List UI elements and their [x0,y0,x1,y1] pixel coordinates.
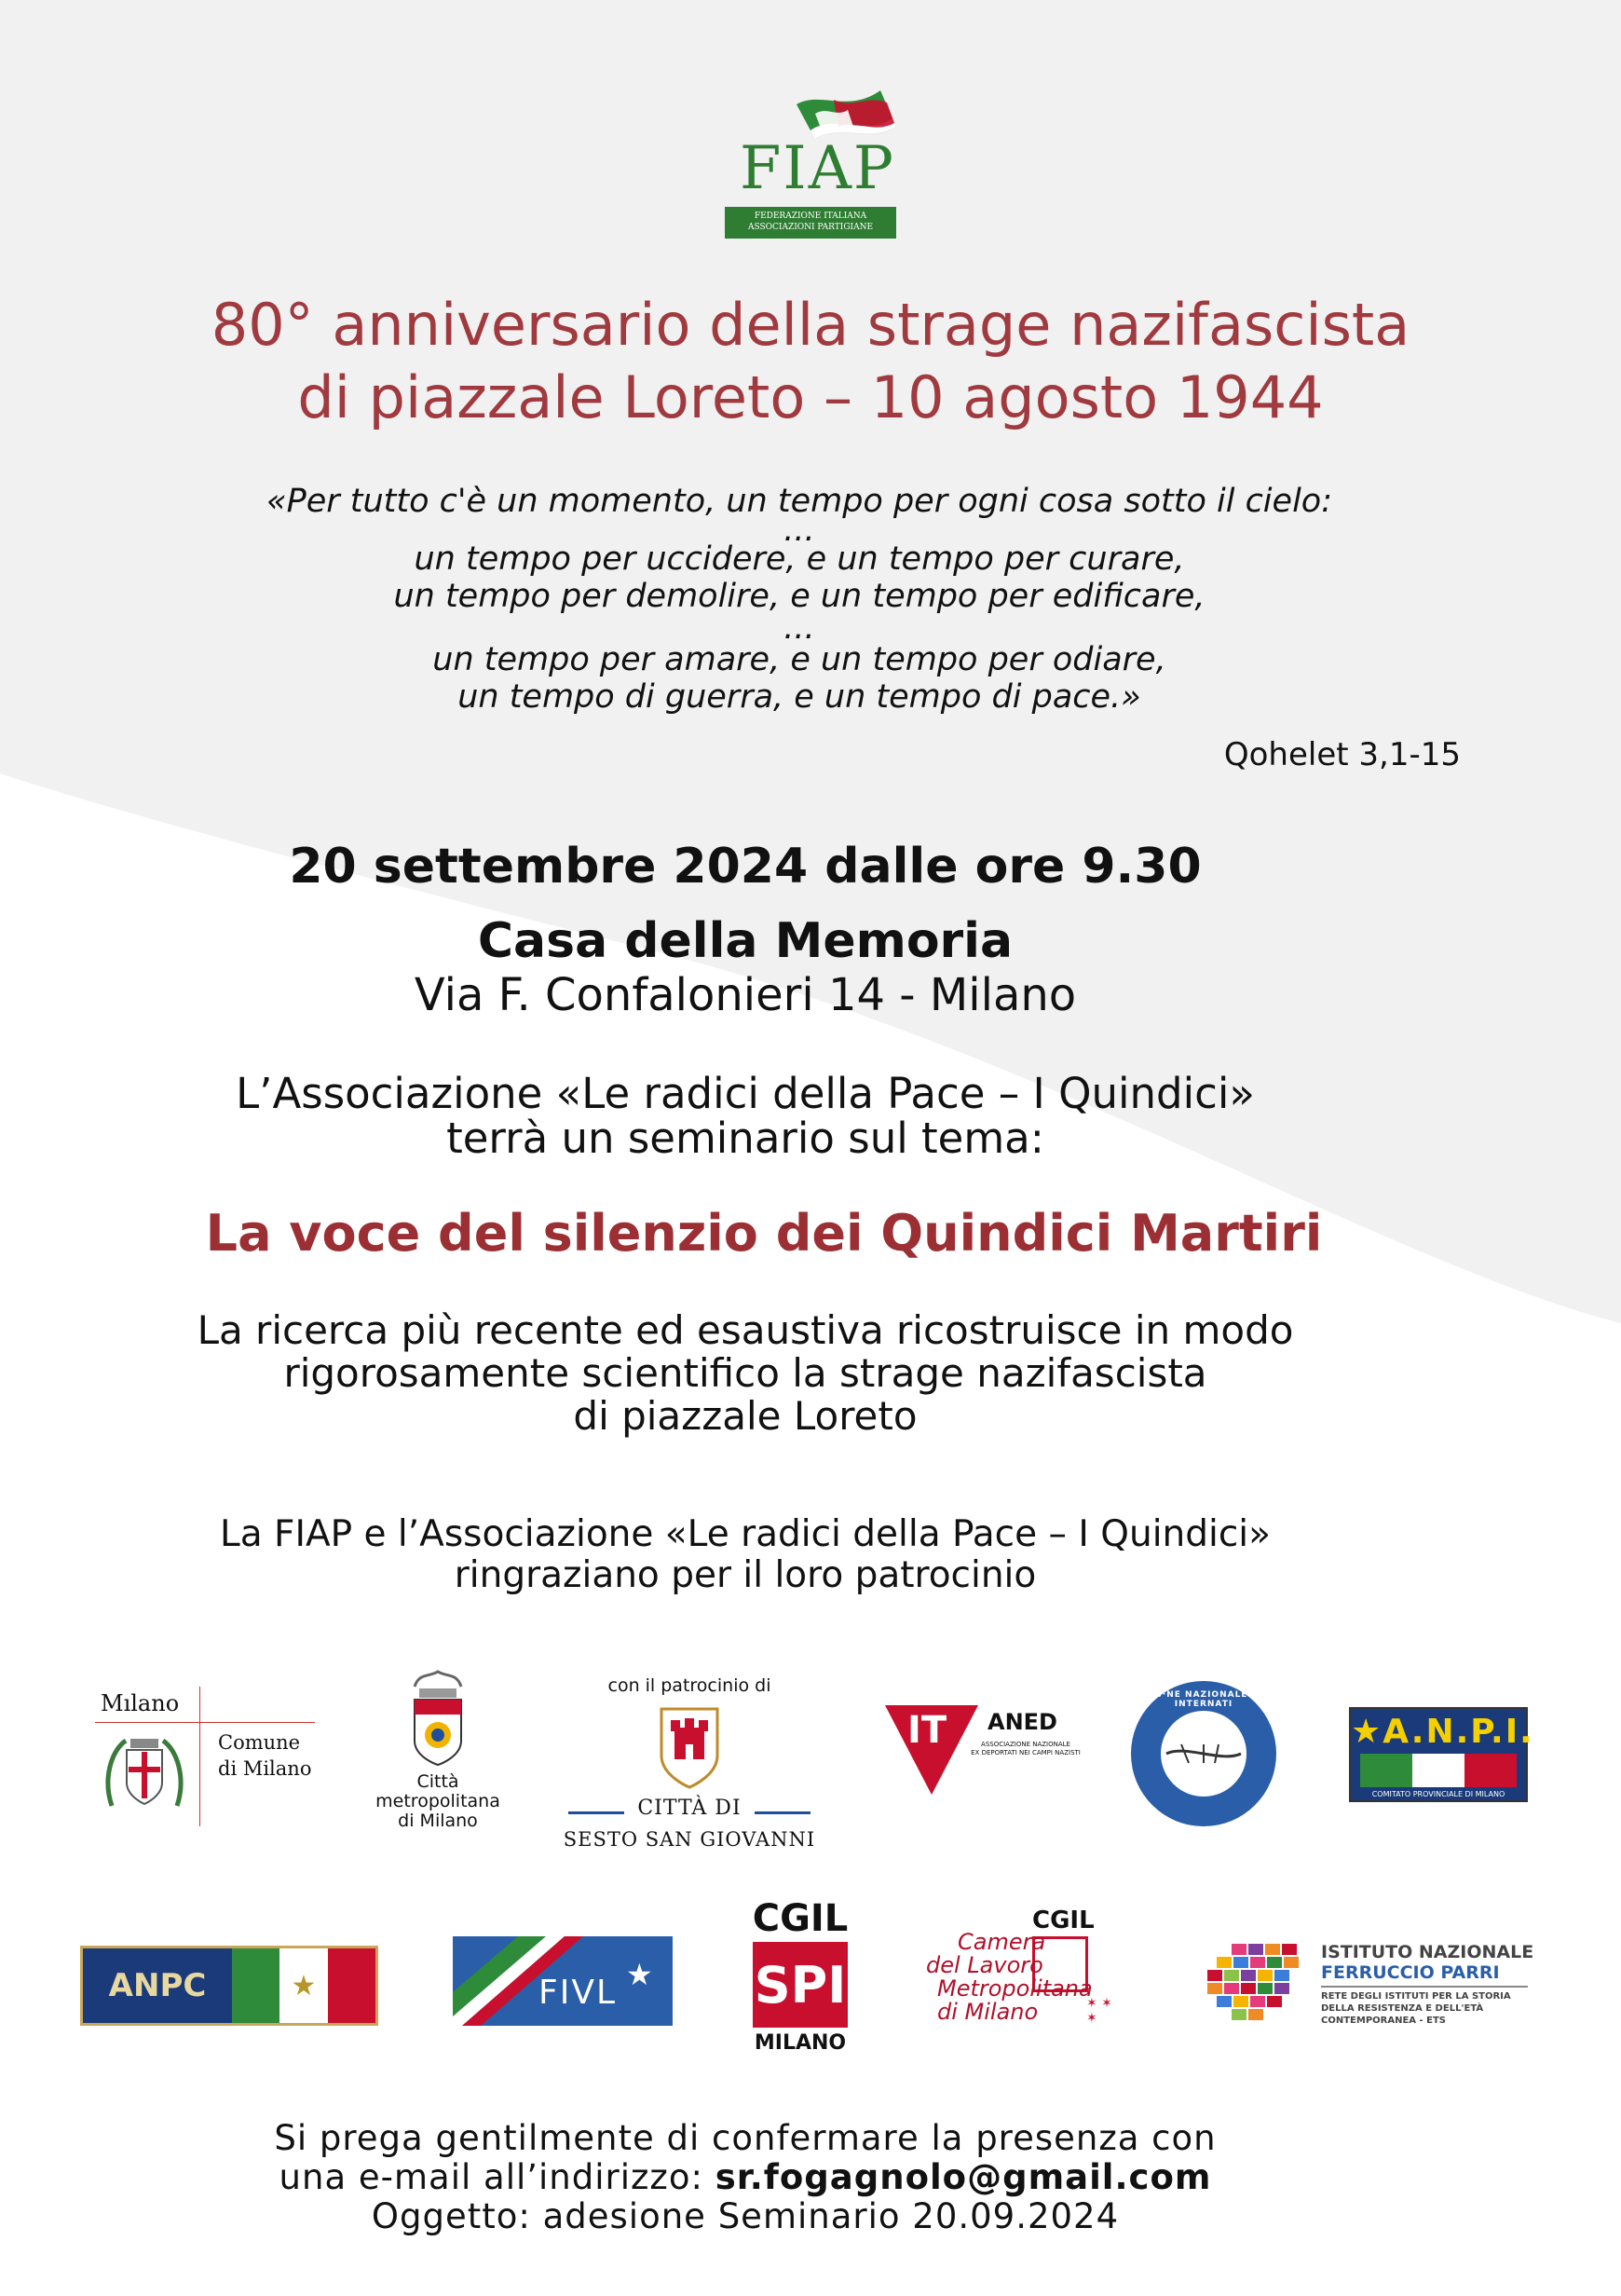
fivl-name: FIVL [538,1974,618,2012]
anpi-sub: COMITATO PROVINCIALE DI MILANO [1371,1790,1505,1798]
parri-line-5: CONTEMPORANEA - ETS [1321,2016,1446,2026]
anpc-name: ANPC [83,1948,232,2023]
citta-metropolitana-logo [363,1668,512,1845]
footer-line-3: Oggetto: adesione Seminario 20.09.2024 [371,2196,1120,2236]
seminar-desc-line-1: La ricerca più recente ed esaustiva ricostruisce in modo [197,1307,1294,1353]
milano-comune-line-2: di Milano [218,1757,312,1780]
camera-text [922,1931,1093,2024]
aned-sub [956,1741,1096,1757]
citta-metro-line-2: metropolitana [375,1791,500,1811]
seminar-description [0,1309,1556,1438]
camera-line-2: del Lavoro [926,1952,1043,1978]
milano-comune-text [218,1729,311,1782]
camera-line-4: di Milano [937,1999,1039,2025]
camera-cgil: CGIL [1032,1906,1095,1934]
citta-metro-text [363,1772,512,1831]
page-title [0,289,1621,434]
parri-mosaic-icon [1204,1938,1306,2028]
sesto-divider-right [755,1811,810,1814]
spi-name: SPI [754,1955,847,2015]
anpc-flag-green [232,1948,279,2023]
camera-lavoro-logo [922,1906,1118,2065]
seminar-intro-line-2: terrà un seminario sul tema: [446,1114,1044,1163]
aned-name: ANED [988,1709,1057,1735]
title-line-2: di piazzale Loreto – 10 agosto 1944 [297,363,1324,431]
cgil-spi-logo [749,1899,851,2067]
milano-logo-top: Mılano [101,1690,180,1716]
anpi-flag-white [1412,1754,1464,1787]
aned-sub-line-2: EX DEPORTATI NEI CAMPI NAZISTI [971,1749,1081,1756]
sesto-line-2: SESTO SAN GIOVANNI [563,1828,816,1851]
seminar-desc-line-3: di piazzale Loreto [573,1393,918,1439]
parri-line-4: DELLA RESISTENZA E DELL'ETÀ [1321,2003,1484,2014]
aned-logo [885,1705,1090,1798]
event-venue: Casa della Memoria [477,913,1014,969]
rsvp-footer [0,2119,1556,2236]
quote-line: un tempo per amare, e un tempo per odiare, [432,641,1166,678]
milano-comune-line-1: Comune [218,1731,301,1754]
event-address: Via F. Confalonieri 14 - Milano [414,969,1077,1021]
anpi-flag-red [1464,1754,1517,1787]
seminar-topic: La voce del silenzio dei Quindici Martiri [205,1204,1323,1263]
camera-line-3: Metropolitana [937,1975,1093,2002]
star-icon: ★ [291,1969,317,2002]
sesto-patrocinio-text: con il patrocinio di [607,1675,771,1696]
seminar-intro [0,1069,1556,1163]
citta-metropolitana-crest-icon [396,1668,480,1770]
star-icon: ★ [626,1957,653,1992]
footer-line-1: Si prega gentilmente di confermare la presenza con [274,2118,1217,2158]
footer-line-2 [0,2158,1556,2197]
patronage-thanks [0,1514,1556,1596]
parri-line-3: RETE DEGLI ISTITUTI PER LA STORIA [1321,1991,1511,2002]
citta-metro-line-1: Città [416,1771,459,1792]
milano-logo-hline [95,1722,315,1723]
parri-line-2: FERRUCCIO PARRI [1321,1962,1500,1983]
milano-logo-divider [199,1687,200,1826]
aned-sub-line-1: ASSOCIAZIONE NAZIONALE [981,1741,1070,1748]
quote-line: ... [783,609,815,647]
parri-text [1321,1942,1533,2027]
anpc-flag-white [279,1948,327,2023]
anpi-logo [1349,1707,1534,1802]
sesto-san-giovanni-logo [559,1675,820,1852]
footer-line-2-prefix: una e-mail all’indirizzo: [279,2157,715,2197]
camera-line-1: Camera [958,1929,1046,1955]
quote-block [0,483,1610,716]
anpi-name: ★A.N.P.I. [1351,1713,1534,1751]
fiap-caption-line-1: FEDERAZIONE ITALIANA [754,212,867,221]
anpc-logo [80,1946,378,2026]
milano-crest-icon [102,1731,186,1815]
anpc-flag-red [328,1948,375,2023]
sesto-lines-row [559,1797,820,1828]
anei-logo [1129,1679,1278,1828]
thanks-line-2: ringraziano per il loro patrocinio [454,1554,1037,1596]
sesto-divider-left [568,1811,624,1814]
spi-block [753,1942,848,2028]
quote-line: un tempo di guerra, e un tempo di pace.» [457,678,1141,716]
spi-city: MILANO [754,2031,847,2055]
seminar-desc-line-2: rigorosamente scientifico la strage nazifascista [283,1350,1207,1396]
istituto-parri-logo [1204,1938,1539,2041]
parri-line-1: ISTITUTO NAZIONALE [1321,1942,1534,1962]
fiap-caption-line-2: ASSOCIAZIONI PARTIGIANE [747,223,874,232]
seminar-intro-line-1: L’Associazione «Le radici della Pace – I Quindici» [236,1069,1255,1118]
quote-line: «Per tutto c'è un momento, un tempo per ogni cosa sotto il cielo: [266,483,1332,520]
fiap-logo [717,86,904,244]
comune-milano-logo [93,1677,317,1826]
fivl-logo [453,1936,673,2026]
citta-metro-line-3: di Milano [398,1811,478,1831]
star-icon: ✶ ✶ ✶ [1086,1996,1112,2026]
anpi-flag [1360,1754,1517,1787]
sesto-line-1: CITTÀ DI [637,1797,742,1820]
event-date: 20 settembre 2024 dalle ore 9.30 [289,839,1202,895]
anei-ring-text: ASS·NE NAZIONALE EX INTERNATI [1141,1690,1266,1709]
rsvp-email-link[interactable]: sr.fogagnolo@gmail.com [715,2157,1212,2197]
title-line-1: 80° anniversario della strage nazifascista [211,291,1410,359]
quote-line: un tempo per uccidere, e un tempo per curare, [414,540,1185,578]
parri-divider [1321,1986,1528,1988]
fiap-logo-caption [725,207,896,239]
anpi-flag-green [1360,1754,1412,1787]
aned-badge: IT [907,1709,947,1752]
sesto-crest-icon [652,1700,727,1793]
quote-line: ... [783,512,815,549]
quote-reference: Qohelet 3,1-15 [1223,736,1461,773]
cgil-top: CGIL [752,1897,849,1940]
quote-line: un tempo per demolire, e un tempo per edificare, [393,578,1206,615]
thanks-line-1: La FIAP e l’Associazione «Le radici della Pace – I Quindici» [219,1513,1271,1555]
fiap-logo-name: FIAP [740,134,895,203]
